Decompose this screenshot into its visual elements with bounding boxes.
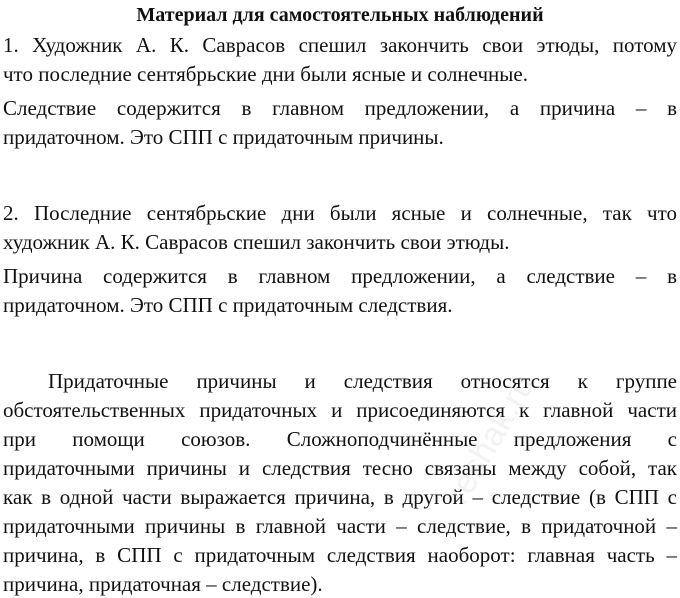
text-line: Придаточные причины и следствия относятся к группе <box>48 369 677 393</box>
text-line: художник А. К. Саврасов спешил закончить свои этюды. <box>3 230 510 254</box>
text-line: придаточными причины и следствия тесно связаны между собой, так <box>3 456 677 480</box>
text-line: причина, в СПП с придаточным следствия наоборот: главная часть – <box>3 543 677 567</box>
text-line: придаточном. Это СПП с придаточным следствия. <box>3 293 453 317</box>
text-line: 1. Художник А. К. Саврасов спешил закончить свои этюды, потому <box>3 33 677 57</box>
text-line: что последние сентябрьские дни были ясные и солнечные. <box>3 62 528 86</box>
text-line: при помощи союзов. Сложноподчинённые предложения с <box>3 427 677 451</box>
text-line: причина, придаточная – следствие). <box>3 572 323 596</box>
document-title: Материал для самостоятельных наблюдений <box>136 4 544 26</box>
watermark: reshak.ru <box>438 368 543 511</box>
text-line: 2. Последние сентябрьские дни были ясные и солнечные, так что <box>3 201 677 225</box>
text-line: придаточном. Это СПП с придаточным причины. <box>3 125 444 149</box>
text-line: обстоятельственных придаточных и присоединяются к главной части <box>3 398 677 422</box>
text-line: Причина содержится в главном предложении, а следствие – в <box>3 264 677 288</box>
text-line: Следствие содержится в главном предложении, а причина – в <box>3 96 677 120</box>
text-line: придаточными причины в главной части – следствие, в придаточной – <box>3 514 677 538</box>
text-line: как в одной части выражается причина, в другой – следствие (в СПП с <box>3 485 677 509</box>
